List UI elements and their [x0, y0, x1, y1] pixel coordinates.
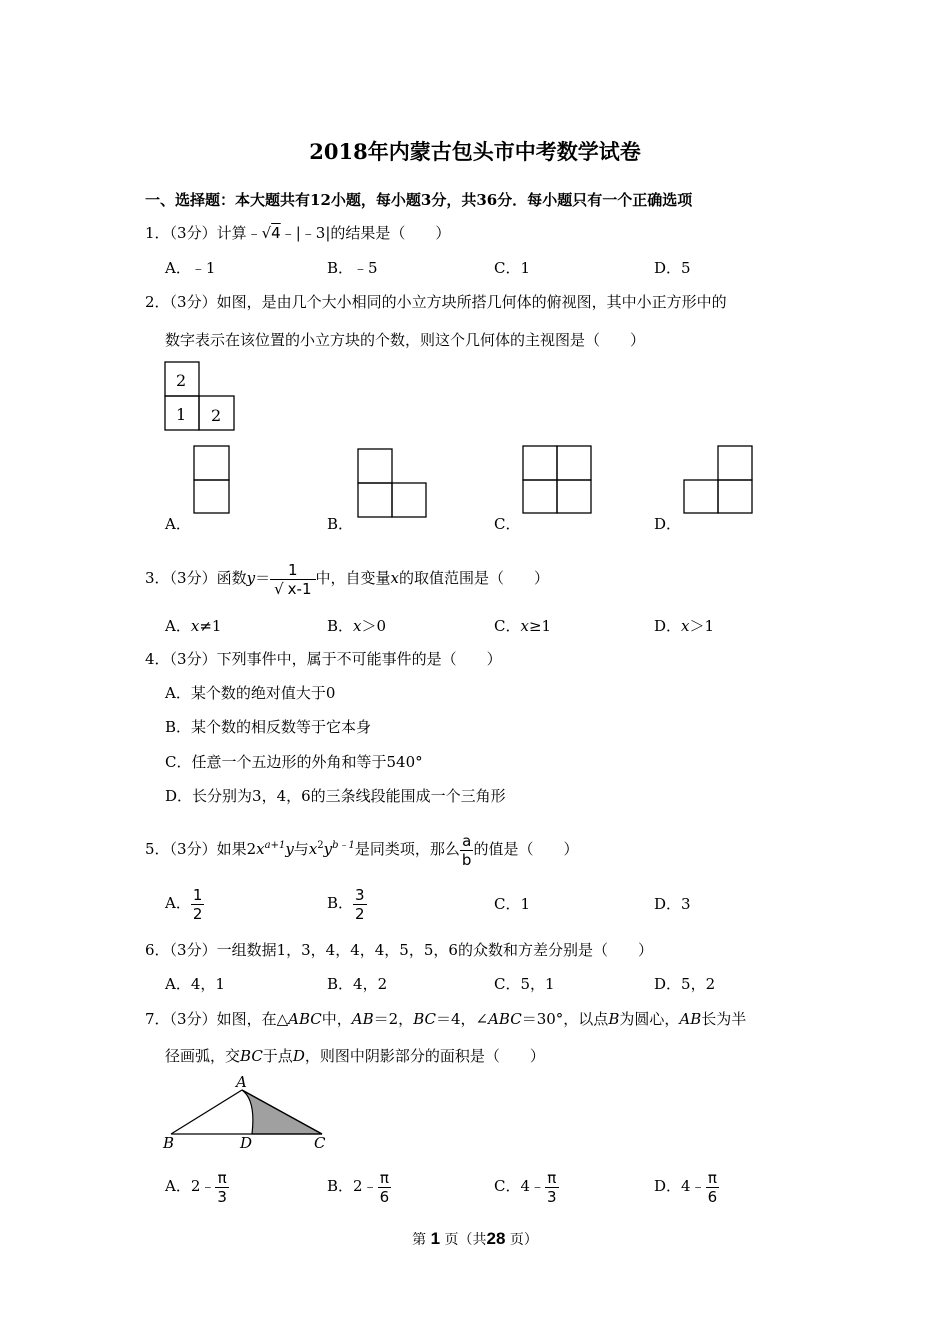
option-b: [327, 1166, 391, 1206]
question-text: ﹣|﹣3|的结果是（ ）: [280, 224, 451, 242]
page-number: 1: [430, 1229, 441, 1248]
question-text: 长为半: [701, 1010, 747, 1028]
option-c: C．: [494, 515, 521, 533]
option-label: B．: [327, 894, 354, 912]
variable: x: [190, 617, 200, 635]
question-number: 3．: [145, 569, 170, 587]
question-text: 如果2: [216, 840, 257, 858]
question-text: 计算﹣: [216, 224, 262, 242]
equals-sign: ＝: [255, 569, 271, 587]
question-score: （3分）: [169, 293, 217, 311]
option-a: A．: [165, 515, 191, 533]
fraction-numerator: π: [378, 1169, 392, 1188]
footer-text: 页（共: [444, 1232, 487, 1248]
option-label: D．4﹣: [654, 1177, 706, 1195]
variable: x: [308, 840, 318, 858]
option-a: [165, 1166, 229, 1206]
variable: x: [390, 569, 399, 587]
fraction-numerator: 1: [192, 885, 203, 904]
fraction-numerator: π: [706, 1169, 720, 1188]
fraction: [215, 1169, 229, 1206]
question-text: 中，自变量: [315, 569, 391, 587]
footer-text: 页）: [509, 1232, 538, 1248]
option-label: A．2﹣: [165, 1177, 216, 1195]
fraction-numerator: 3: [355, 885, 365, 904]
question-score: （3分）: [169, 941, 217, 959]
option-label: B．2﹣: [327, 1177, 378, 1195]
fraction-denominator: 6: [707, 1187, 718, 1206]
option-c: C．任意一个五边形的外角和等于540°: [165, 753, 423, 771]
fraction-denominator: 6: [379, 1187, 390, 1206]
fraction-numerator: π: [215, 1169, 229, 1188]
variable: D: [292, 1047, 305, 1065]
option-text: ＞1: [689, 617, 715, 635]
section-heading: 一、选择题：本大题共有12小题，每小题3分，共36分．每小题只有一个正确选项: [145, 191, 693, 209]
variable: BC: [413, 1010, 436, 1028]
question-text: 如图，是由几个大小相同的小立方块所搭几何体的俯视图，其中小正方形中的: [216, 293, 727, 311]
option-c: C．5，1: [494, 975, 555, 993]
option-d: [654, 1166, 719, 1206]
variable: y: [285, 840, 294, 858]
question-text: 函数: [216, 569, 247, 587]
grid-number: 2: [211, 406, 222, 425]
question-number: 5．: [145, 840, 170, 858]
question-score: （3分）: [169, 1010, 217, 1028]
question-text: 中，: [321, 1010, 352, 1028]
variable: ABC: [288, 1010, 322, 1028]
variable: AB: [679, 1010, 702, 1028]
exponent: a+1: [264, 840, 286, 851]
exponent: 2: [317, 840, 324, 851]
sqrt-symbol: √: [261, 224, 272, 242]
grid-number: 2: [176, 371, 187, 390]
label-b: B: [163, 1134, 175, 1152]
fraction-numerator: a: [460, 832, 474, 851]
option-a: A．4，1: [165, 975, 225, 993]
question-text: 是同类项，那么: [354, 840, 460, 858]
label-d: D: [240, 1134, 253, 1152]
question-text: 一组数据1，3，4，4，4，5，5，6的众数和方差分别是（ ）: [216, 941, 653, 959]
question-text: ＝4，∠: [435, 1010, 489, 1028]
option-label: C．: [494, 617, 521, 635]
option-label: A．: [165, 894, 191, 912]
option-label: A．: [165, 617, 191, 635]
fraction-numerator: 1: [270, 561, 315, 580]
option-d: D．长分别为3，4，6的三条线段能围成一个三角形: [165, 787, 506, 805]
option-b: B．4，2: [327, 975, 388, 993]
question-score: （3分）: [169, 224, 217, 242]
question-text: 下列事件中，属于不可能事件的是（ ）: [216, 650, 502, 668]
question-number: 4．: [145, 650, 170, 668]
question-2-line2: 数字表示在该位置的小立方块的个数，则这个几何体的主视图是（ ）: [165, 331, 646, 349]
total-pages: 28: [486, 1229, 506, 1248]
question-text: 的取值范围是（ ）: [399, 569, 550, 587]
option-c: C．1: [494, 259, 531, 277]
option-d: D．3: [654, 895, 691, 913]
question-score: （3分）: [169, 569, 217, 587]
question-text: ＝30°，以点: [521, 1010, 609, 1028]
option-b: B．某个数的相反数等于它本身: [165, 718, 372, 736]
option-d: D．5: [654, 259, 691, 277]
question-number: 6．: [145, 941, 170, 959]
question-score: （3分）: [169, 840, 217, 858]
footer-text: 第: [412, 1232, 427, 1248]
option-text: ≥1: [528, 617, 552, 635]
fraction-numerator: π: [545, 1169, 559, 1188]
exponent: b﹣1: [332, 840, 355, 851]
question-text: ，则图中阴影部分的面积是（ ）: [304, 1047, 545, 1065]
fraction: [378, 1169, 392, 1206]
page-title: 2018年内蒙古包头市中考数学试卷: [309, 139, 641, 164]
variable: x: [520, 617, 529, 635]
question-score: （3分）: [169, 650, 217, 668]
variable: y: [246, 569, 256, 587]
question-text: 的值是（ ）: [473, 840, 579, 858]
question-text: 如图，在△: [216, 1010, 289, 1028]
variable: x: [353, 617, 362, 635]
option-text: ≠1: [199, 617, 222, 635]
question-text: ＝2，: [373, 1010, 414, 1028]
page-footer: [0, 1229, 950, 1249]
option-c: C．1: [494, 895, 531, 913]
variable: x: [256, 840, 265, 858]
fraction-denominator: 2: [355, 904, 365, 923]
fraction-denominator: 3: [217, 1187, 227, 1206]
sqrt-symbol: √: [274, 579, 284, 598]
question-number: 1．: [145, 224, 170, 242]
variable: x: [681, 617, 690, 635]
variable: y: [323, 840, 333, 858]
fraction-denominator: 3: [547, 1187, 557, 1206]
option-label: B．: [327, 617, 354, 635]
fraction-denominator: b: [461, 850, 472, 869]
option-a: A．﹣1: [165, 259, 216, 277]
question-number: 7．: [145, 1010, 170, 1028]
option-text: ＞0: [361, 617, 387, 635]
variable: BC: [240, 1047, 263, 1065]
option-d: D．5，2: [654, 975, 716, 993]
segment-ab: [171, 1090, 242, 1134]
option-a: A．某个数的绝对值大于0: [165, 684, 336, 702]
option-label: D．: [654, 617, 682, 635]
option-b: B．: [327, 515, 354, 533]
question-text: 于点: [262, 1047, 293, 1065]
variable: AB: [351, 1010, 374, 1028]
radicand: x-1: [287, 579, 312, 598]
variable: B: [608, 1010, 620, 1028]
grid-number: 1: [176, 405, 187, 424]
label-a: A: [236, 1073, 247, 1091]
variable: ABC: [488, 1010, 522, 1028]
label-c: C: [314, 1134, 326, 1152]
option-label: C．4﹣: [494, 1177, 546, 1195]
option-d: D．: [654, 515, 682, 533]
option-c: [494, 1166, 559, 1206]
fraction: [706, 1169, 720, 1206]
fraction: [545, 1169, 559, 1206]
radicand: 4: [271, 224, 281, 242]
question-text: 径画弧，交: [165, 1047, 241, 1065]
option-b: B．﹣5: [327, 259, 378, 277]
question-text: 与: [293, 840, 309, 858]
question-number: 2．: [145, 293, 170, 311]
fraction-denominator: 2: [192, 904, 203, 923]
question-text: 为圆心，: [619, 1010, 680, 1028]
